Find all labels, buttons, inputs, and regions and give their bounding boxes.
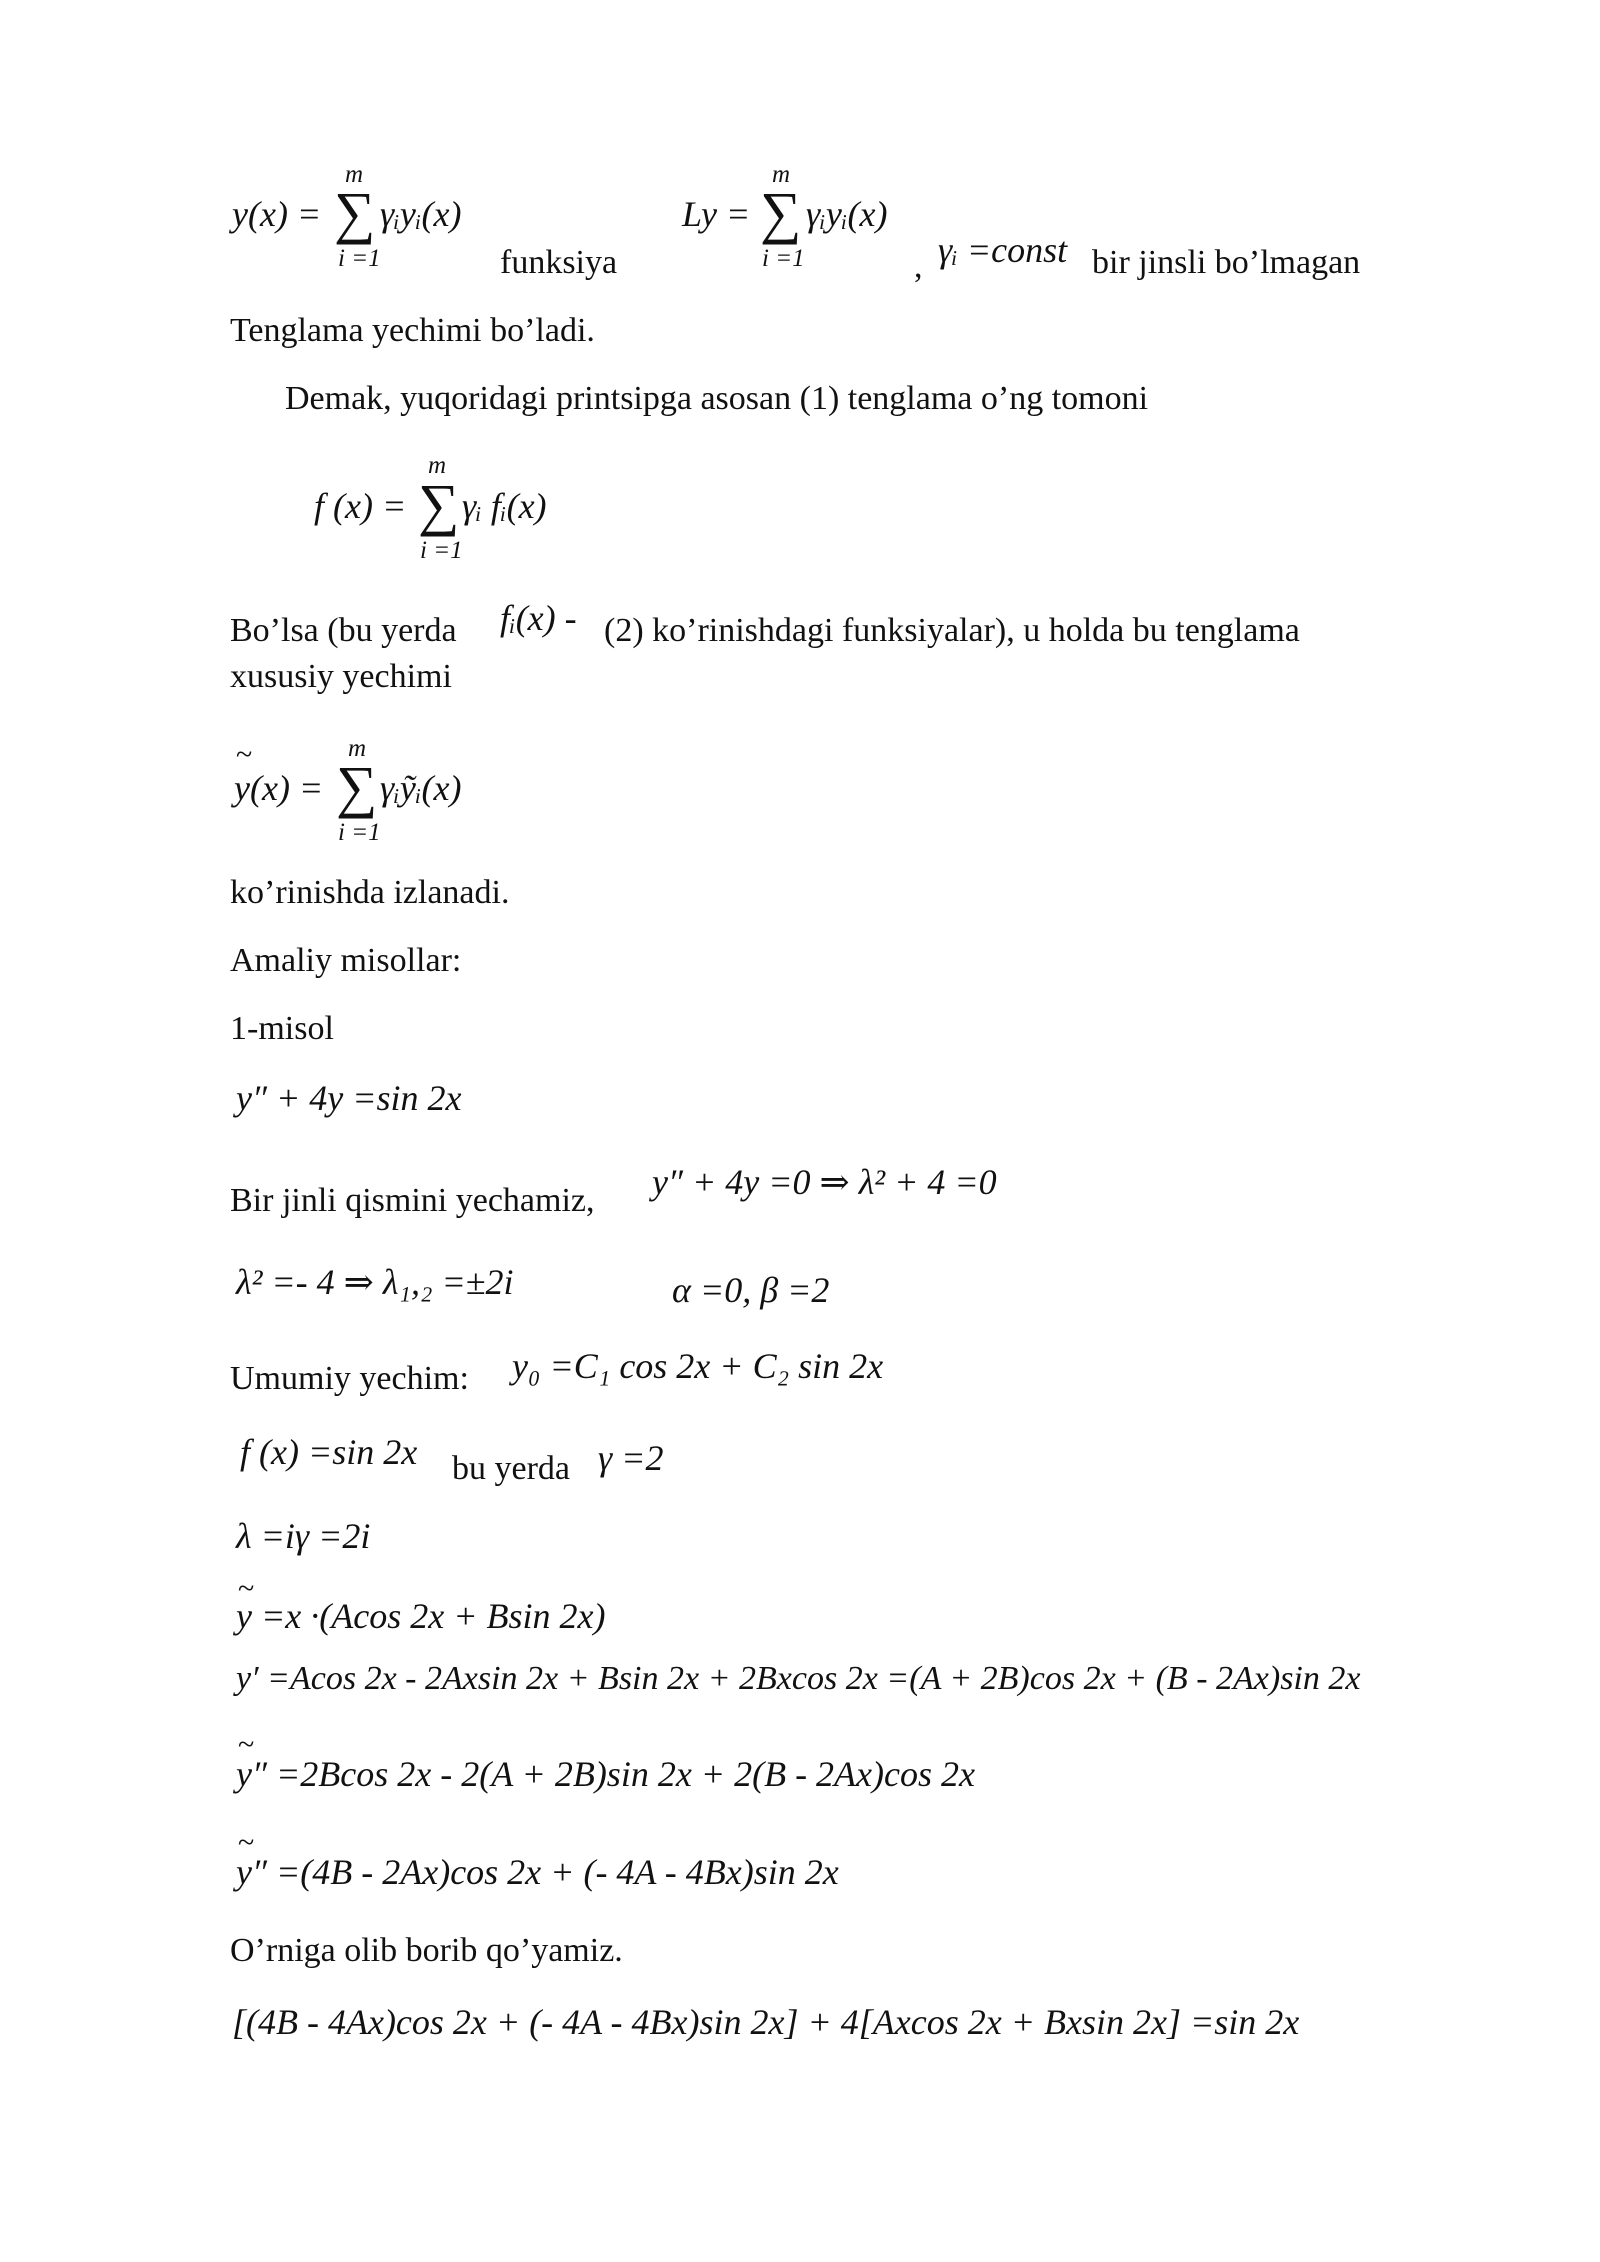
text-misol: 1-misol: [230, 1010, 334, 1047]
text-bu-yerda: bu yerda: [452, 1450, 571, 1487]
sum-lower-limit: i =1: [420, 537, 463, 564]
text-xususiy: xususiy yechimi: [230, 658, 452, 695]
formula-f-sum-term: γᵢ fᵢ(x): [462, 486, 547, 526]
sum-upper-limit: m: [348, 735, 367, 762]
sum-upper-limit: m: [345, 161, 364, 188]
sigma-symbol: ∑: [760, 180, 802, 245]
formula-lambda: λ² =- 4 ⇒ λ₁,₂ =±2i: [236, 1262, 514, 1302]
formula-homogeneous: y″ + 4y =0 ⇒ λ² + 4 =0: [652, 1162, 997, 1202]
text-orniga: O’rniga olib borib qo’yamiz.: [230, 1932, 623, 1969]
formula-particular: y =x ·(Acos 2x + Bsin 2x): [236, 1596, 606, 1636]
formula-second-derivative: y″ =2Bcos 2x - 2(A + 2B)sin 2x + 2(B - 2Ax)cos 2x: [236, 1754, 975, 1794]
text-bolsa: Bo’lsa (bu yerda: [230, 612, 457, 649]
tilde-accent: ~: [238, 1826, 255, 1859]
formula-first-derivative: y′ =Acos 2x - 2Axsin 2x + Bsin 2x + 2Bxcos 2x =(A + 2B)cos 2x + (B - 2Ax)sin 2x: [236, 1660, 1361, 1697]
text-bolsa: (2) ko’rinishdagi funksiyalar), u holda bu tenglama: [604, 612, 1300, 649]
sum-upper-limit: m: [772, 161, 791, 188]
sigma-symbol: ∑: [418, 472, 460, 537]
formula-alpha-beta: α =0, β =2: [672, 1270, 830, 1310]
formula-general-solution: y₀ =C₁ cos 2x + C₂ sin 2x: [512, 1346, 884, 1386]
formula-gamma-const: γᵢ =const: [938, 230, 1068, 270]
formula-second-derivative-simplified: y″ =(4B - 2Ax)cos 2x + (- 4A - 4Bx)sin 2x: [236, 1852, 839, 1892]
formula-substitution: [(4B - 4Ax)cos 2x + (- 4A - 4Bx)sin 2x] + 4[Axcos 2x + Bxsin 2x] =sin 2x: [232, 2002, 1300, 2042]
text-umumiy: Umumiy yechim:: [230, 1360, 469, 1397]
formula-eq1: y″ + 4y =sin 2x: [236, 1078, 462, 1118]
formula-f: f (x) =sin 2x: [240, 1432, 418, 1472]
text-bir-jinli: Bir jinli qismini yechamiz,: [230, 1182, 595, 1219]
formula-lambda-i: λ =iγ =2i: [236, 1516, 371, 1556]
sum-lower-limit: i =1: [338, 245, 381, 272]
sum-lower-limit: i =1: [338, 819, 381, 846]
text-korinishda: ko’rinishda izlanadi.: [230, 874, 510, 911]
formula-ytilde-lhs: y(x) =: [234, 768, 324, 808]
formula-gamma2: γ =2: [598, 1438, 664, 1478]
tilde-accent: ~: [238, 1572, 255, 1605]
sum-lower-limit: i =1: [762, 245, 805, 272]
formula-sum-Ly-lhs: Ly =: [682, 194, 751, 234]
formula-fi-inline: fᵢ(x) -: [500, 598, 577, 638]
text-bir-jinsli: bir jinsli bo’lmagan: [1092, 244, 1361, 281]
sigma-symbol: ∑: [334, 180, 376, 245]
formula-sum-y-term: γᵢyᵢ(x): [380, 194, 462, 234]
sum-upper-limit: m: [428, 452, 447, 479]
formula-f-sum-lhs: f (x) =: [314, 486, 407, 526]
formula-sum-Ly-term: γᵢyᵢ(x): [806, 194, 888, 234]
tilde-accent: ~: [238, 1728, 255, 1761]
text-amaliy: Amaliy misollar:: [230, 942, 462, 979]
comma: ,: [914, 248, 923, 285]
text-funksiya: funksiya: [500, 244, 618, 281]
tilde-accent: ~: [236, 738, 253, 771]
sigma-symbol: ∑: [336, 754, 378, 819]
formula-sum-y-lhs: y(x) =: [232, 194, 322, 234]
formula-ytilde-term: γᵢỹᵢ(x): [380, 768, 462, 808]
text-line: Tenglama yechimi bo’ladi.: [230, 312, 595, 349]
text-line: Demak, yuqoridagi printsipga asosan (1) tenglama o’ng tomoni: [285, 380, 1149, 417]
